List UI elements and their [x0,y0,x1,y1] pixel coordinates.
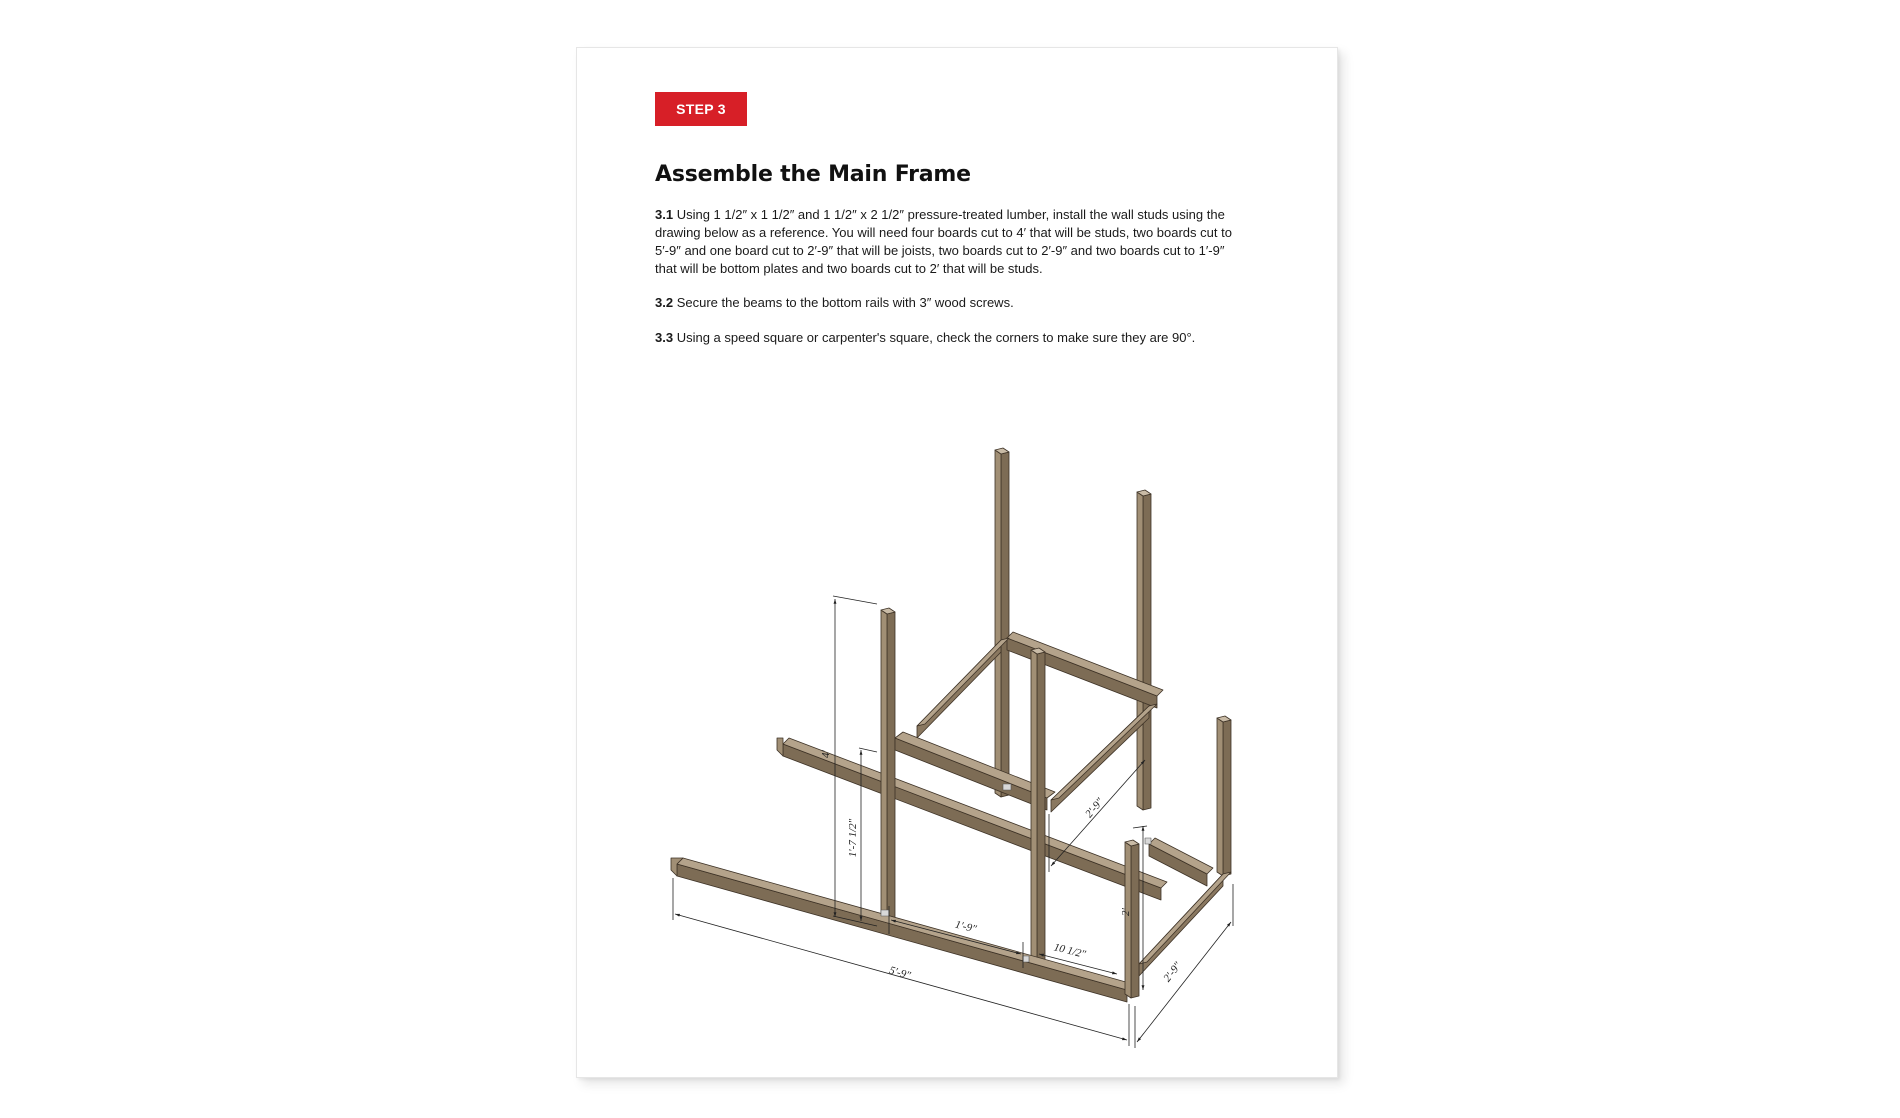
dim-depth-front: 2′-9″ [1161,959,1185,985]
front-left-tall-stud [881,608,895,932]
back-right-tall-stud [1137,490,1151,810]
instruction-text: Using 1 1/2″ x 1 1/2″ and 1 1/2″ x 2 1/2″ pressure-treated lumber, install the wall studs using the drawing below as a reference. You will need four boards cut to 4′ that will be studs, two boards cut to 5′-9″ and one board cut to 2′-9″ that will be joists, two boards cut to 2′-9″ and two boards cut to 1′-9″ that will be bottom plates and two boards cut to 2′ that will be studs. [655,207,1232,276]
instruction-text: Using a speed square or carpenter's square, check the corners to make sure they are 90°. [676,330,1196,345]
front-long-rail [671,858,1133,1002]
instruction-number: 3.1 [655,207,674,222]
page-title: Assemble the Main Frame [655,162,971,187]
middle-tall-stud [1031,648,1045,968]
dim-inner-span: 1′-9″ [953,918,978,936]
frame-diagram [577,48,1339,1079]
dim-joist-height: 1′-7 1/2″ [847,818,859,858]
instruction-text: Secure the beams to the bottom rails with 3″ wood screws. [676,295,1014,310]
wood-members [671,448,1231,1002]
dim-short-stud: 2′ [1120,908,1132,916]
dim-stud-height: 4′ [820,750,832,758]
far-right-short-stud [1217,716,1231,876]
dim-long-rail: 5′-9″ [887,964,912,982]
instruction-page [576,47,1338,1078]
front-right-short-stud [1125,840,1139,998]
dim-short-span: 10 1/2″ [1052,941,1087,961]
instruction-number: 3.3 [655,330,674,345]
dim-depth-upper: 2′-9″ [1083,795,1107,821]
step-badge: STEP 3 [655,92,747,126]
instruction-number: 3.2 [655,295,674,310]
back-tall-stud [995,448,1009,797]
